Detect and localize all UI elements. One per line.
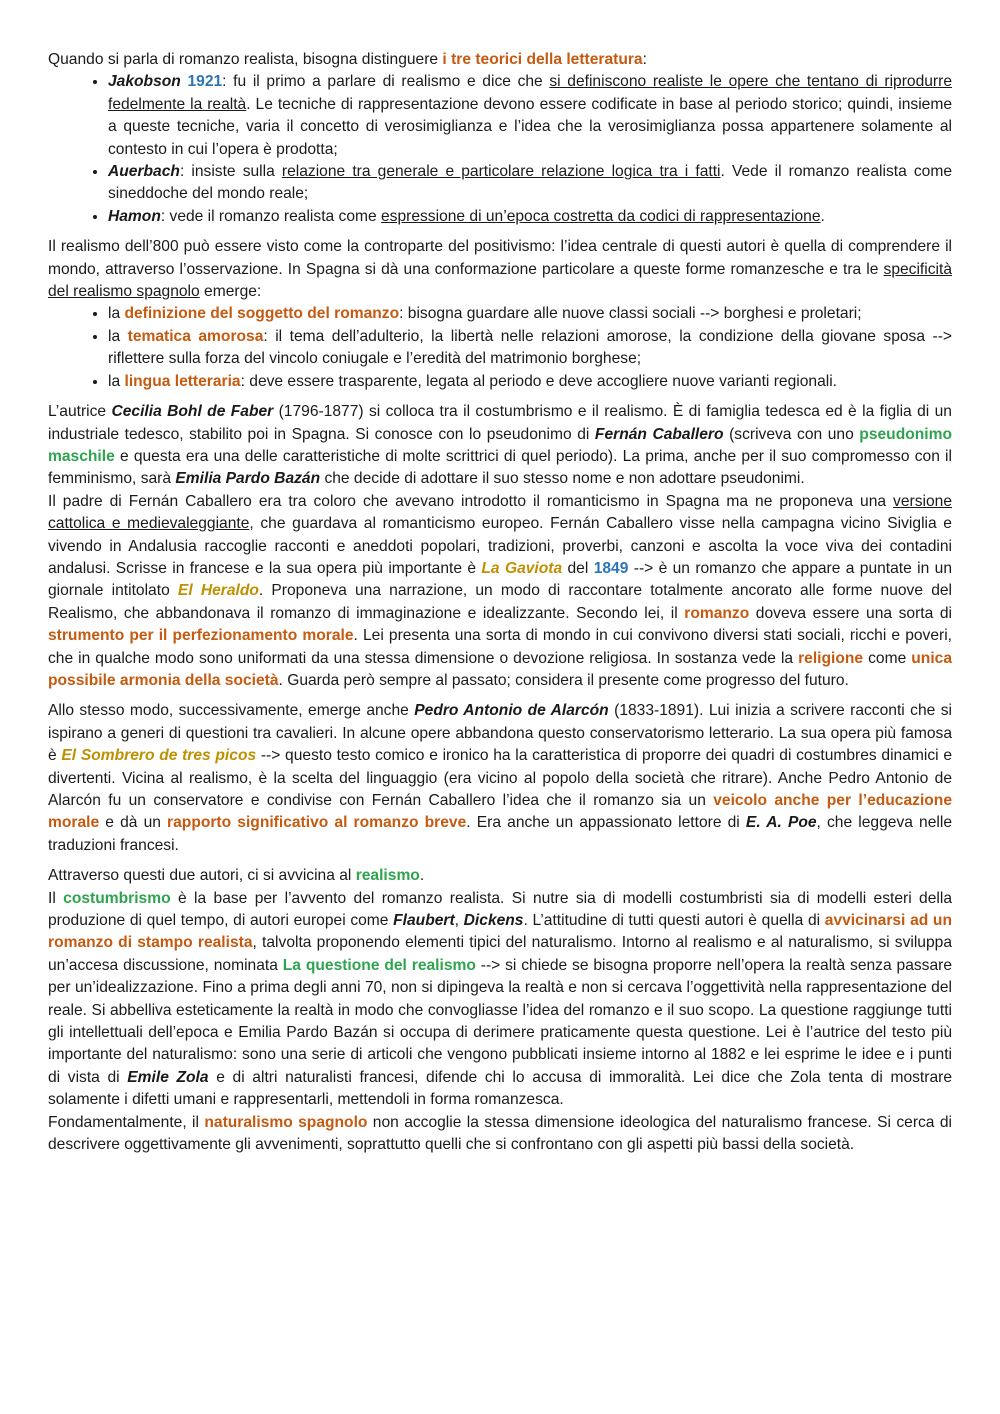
orange-highlight: veicolo anche per l’educazione morale xyxy=(48,792,952,832)
body-text: , che leggeva nelle traduzioni francesi. xyxy=(48,814,952,854)
intro-paragraph xyxy=(48,49,952,71)
body-text: . Era anche un appassionato lettore di xyxy=(466,814,746,832)
body-text: Il xyxy=(48,889,64,907)
theorist-underlined: espressione di un’epoca costretta da codici di rappresentazione xyxy=(381,207,821,225)
body-text: Attraverso questi due autori, ci si avvicina al xyxy=(48,867,356,885)
green-highlight: pseudonimo maschile xyxy=(48,425,952,465)
green-highlight: costumbrismo xyxy=(63,889,171,907)
theorist-text: : fu il primo a parlare di realismo e dice che xyxy=(222,73,550,91)
list-item xyxy=(108,303,952,325)
theorists-list xyxy=(48,71,952,228)
body-text: e dà un xyxy=(99,814,168,832)
realism-intro-line xyxy=(48,865,952,887)
year-highlight: 1849 xyxy=(593,559,629,577)
body-text: Allo stesso modo, successivamente, emerge anche xyxy=(48,702,415,720)
specifics-list xyxy=(48,303,952,393)
body-text: (1833-1891). Lui inizia a scrivere racconti che si ispirano a generi di questioni tra cavalieri. In alcune opere abbandona questo conservatorismo letterario. La sua opera più famosa è xyxy=(48,702,952,765)
body-text: non accoglie la stessa dimensione ideologica del naturalismo francese. Si cerca di descrivere oggettivamente gli avvenimenti, soprattutto quelli che si confrontano con gli aspetti più bassi della società. xyxy=(48,1113,952,1154)
costumbrismo-paragraph xyxy=(48,888,952,1112)
intro-highlight: i tre teorici della letteratura xyxy=(442,51,643,68)
list-item xyxy=(108,71,952,161)
theorist-underlined: si definiscono realiste le opere che tentano di riprodurre fedelmente la realtà xyxy=(108,73,952,113)
body-text: --> è un romanzo che appare a puntate in un giornale intitolato xyxy=(48,559,953,600)
body-text: (scriveva con uno xyxy=(723,425,860,443)
realism-underlined: specificità del realismo spagnolo xyxy=(48,260,952,301)
body-text: (1796-1877) si colloca tra il costumbrismo e il realismo. È di famiglia tedesca ed è la figlia di un industriale tedesco, stabilito poi in Spagna. Si conosce con lo pseudonimo di xyxy=(48,403,952,443)
body-text: Fondamentalmente, il xyxy=(48,1113,205,1131)
underlined-text: versione cattolica e medievaleggiante xyxy=(48,492,952,533)
caballero-paragraph xyxy=(48,491,952,693)
orange-highlight: rapporto significativo al romanzo breve xyxy=(167,814,467,832)
intro-text: Quando si parla di romanzo realista, bisogna distinguere xyxy=(48,51,443,68)
realism-paragraph xyxy=(48,236,952,303)
theorist-text: . Le tecniche di rappresentazione devono essere codificate in base al periodo storico; quindi, insieme a queste tecniche, varia il concetto di verosimiglianza e l’idea che la verosimiglianza possa appartenere solamente al contesto in cui l’opera è prodotta; xyxy=(108,95,952,158)
item-text: : il tema dell’adulterio, la libertà nelle relazioni amorose, la condizione della giovane sposa --> riflettere sulla forza del vincolo coniugale e l’eredità del matrimonio borghese; xyxy=(108,327,952,368)
item-highlight: definizione del soggetto del romanzo xyxy=(124,305,400,323)
orange-highlight: naturalismo spagnolo xyxy=(204,1113,368,1131)
theorist-underlined: relazione tra generale e particolare relazione logica tra i fatti xyxy=(281,163,721,181)
theorist-name: Auerbach xyxy=(108,163,180,181)
theorist-text: : insiste sulla xyxy=(179,163,282,181)
body-text: --> si chiede se bisogna proporre nell’opera la realtà senza passare per un’idealizzazione. Fino a prima degli anni 70, non si dipingeva la realtà e non si cercava l’oggettività nella rappresentazione del reale. Si abbelliva esteticamente la realtà in modo che convogliasse l’idea del romanzo e il suo scopo. La questione raggiunge tutti gli intellettuali dell’epoca e Emilia Pardo Bazán si occupa di derimere praticamente questa questione. Lei è l’autrice del testo più importante del naturalismo: sono una serie di articoli che vengono pubblicati insieme intorno al 1882 e lei esprime le idee e i punti di vista di xyxy=(48,956,952,1086)
orange-highlight: romanzo xyxy=(684,604,750,622)
realism-text: Il realismo dell’800 può essere visto come la controparte del positivismo: l’idea centrale di questi autori è quella di comprendere il mondo, attraverso l’osservazione. In Spagna si dà una conformazione particolare a queste forme romanzesche e tra le xyxy=(48,238,952,278)
theorist-year: 1921 xyxy=(187,73,223,91)
author-name: Fernán Caballero xyxy=(594,425,724,443)
item-highlight: tematica amorosa xyxy=(127,327,264,345)
bohl-paragraph xyxy=(48,401,952,491)
author-name: Cecilia Bohl de Faber xyxy=(111,403,274,421)
theorist-text: : vede il romanzo realista come xyxy=(160,207,381,225)
body-text: è la base per l’avvento del romanzo realista. Si nutre sia di modelli costumbristi sia di modelli esteri della produzione di quel tempo, di autori europei come xyxy=(48,889,952,930)
body-text: e di altri naturalisti francesi, difende chi lo accusa di immoralità. Lei dice che Zola tenta di mostrare solamente i difetti umani e rappresentarli, mettendoli in forma romanzesca. xyxy=(48,1068,952,1109)
list-item xyxy=(108,371,952,393)
work-title: El Sombrero de tres picos xyxy=(61,747,257,765)
body-text: . xyxy=(419,867,425,885)
body-text: . L’attitudine di tutti questi autori è quella di xyxy=(523,912,825,930)
item-text: la xyxy=(108,305,125,323)
body-text: . Proponeva una narrazione, un modo di raccontare totalmente ancorato alle forme nuove del Realismo, che abbandonava il romanzo di immaginazione e idealizzante. Secondo lei, il xyxy=(48,582,952,622)
theorist-name: Hamon xyxy=(108,207,161,225)
body-text: doveva essere una sorta di xyxy=(749,604,953,622)
body-text: del xyxy=(562,559,594,577)
orange-highlight: avvicinarsi ad un romanzo di stampo realista xyxy=(48,912,952,952)
author-name: Emile Zola xyxy=(127,1068,209,1086)
body-text: e questa era una delle caratteristiche di molte scrittrici di quel periodo). La prima, anche per il suo compromesso con il femminismo, sarà xyxy=(48,447,952,488)
orange-highlight: strumento per il perfezionamento morale xyxy=(48,627,354,645)
list-item xyxy=(108,326,952,371)
orange-highlight: unica possibile armonia della società xyxy=(48,649,952,689)
body-text: . Lei presenta una sorta di mondo in cui convivono diversi stati sociali, ricchi e poveri, che in qualche modo sono uniformati da una stessa dimensione o devozione religiosa. In sostanza vede la xyxy=(48,627,953,667)
list-item xyxy=(108,161,952,206)
item-text: la xyxy=(108,327,128,345)
author-name: Pedro Antonio de Alarcón xyxy=(414,702,609,720)
theorist-name: Jakobson xyxy=(108,73,181,91)
author-name: Flaubert xyxy=(393,912,455,930)
body-text: Il padre di Fernán Caballero era tra coloro che avevano introdotto il romanticismo in Spagna ma ne proponeva una xyxy=(48,492,894,510)
item-text: : bisogna guardare alle nuove classi sociali --> borghesi e proletari; xyxy=(399,305,862,323)
theorist-text: . Vede il romanzo realista come sineddoche del mondo reale; xyxy=(108,163,952,203)
intro-colon: : xyxy=(642,51,647,68)
list-item xyxy=(108,206,952,228)
body-text: che decide di adottare il suo stesso nome e non adottare pseudonimi. xyxy=(320,470,805,488)
green-highlight: La questione del realismo xyxy=(282,956,476,974)
item-text: : deve essere trasparente, legata al periodo e deve accogliere nuove varianti regionali. xyxy=(240,372,838,390)
green-highlight: realismo xyxy=(355,867,420,885)
author-name: Dickens xyxy=(463,912,524,930)
body-text: , talvolta proponendo elementi tipici del naturalismo. Intorno al realismo e al naturalismo, si sviluppa un’accesa discussione, nominata xyxy=(48,934,953,974)
author-name: Emilia Pardo Bazán xyxy=(175,470,321,488)
body-text: , xyxy=(454,912,464,930)
work-title: La Gaviota xyxy=(481,559,563,577)
item-text: la xyxy=(108,372,125,390)
theorist-text: . xyxy=(820,207,825,225)
body-text: --> questo testo comico e ironico ha la caratteristica di proporre dei quadri di costumbres dinamici e divertenti. Vicina al realismo, è la scelta del linguaggio (era vicino al popolo della società che ritrare). Anche Pedro Antonio de Alarcón fu un conservatore e condivise con Fernán Caballero l’idea che il romanzo sia un xyxy=(48,747,952,809)
author-name: E. A. Poe xyxy=(745,814,817,832)
body-text: , che guardava al romanticismo europeo. Fernán Caballero visse nella campagna vicino Siviglia e vivendo in Andalusia raccoglie racconti e aneddoti popolari, tradizioni, proverbi, canzoni e ascolta la voce viva dei contadini andalusi. Scrisse in francese e la sua opera più importante è xyxy=(48,515,952,577)
alarcon-paragraph xyxy=(48,700,952,857)
body-text: . Guarda però sempre al passato; considera il presente come progresso del futuro. xyxy=(278,671,849,689)
naturalismo-paragraph xyxy=(48,1112,952,1157)
item-highlight: lingua letteraria xyxy=(124,372,241,390)
work-title: El Heraldo xyxy=(177,582,259,600)
orange-highlight: religione xyxy=(798,649,864,667)
body-text: L’autrice xyxy=(48,403,112,421)
body-text: come xyxy=(863,649,912,667)
realism-text: emerge: xyxy=(199,283,262,301)
